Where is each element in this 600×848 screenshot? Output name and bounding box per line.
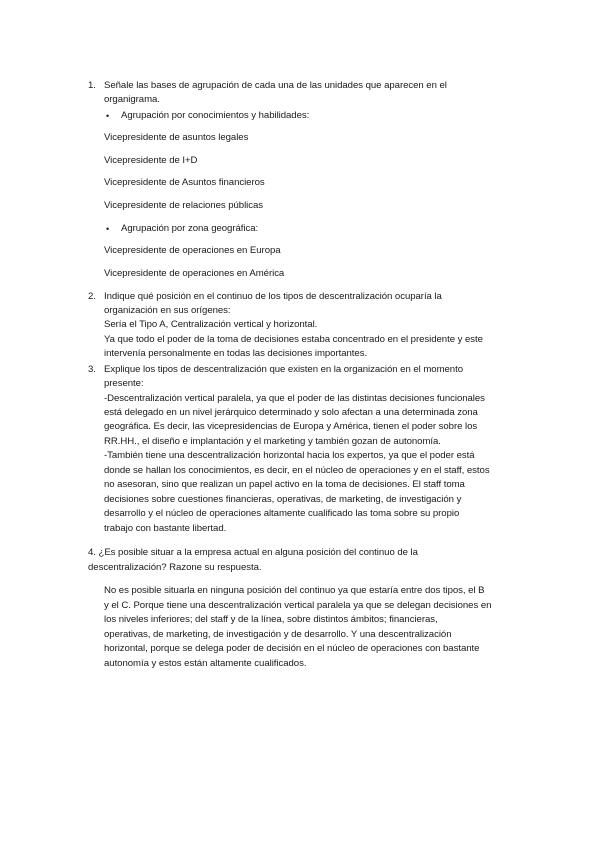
q4-answer-line-5: horizontal, porque se delega poder de decisión en el núcleo de operaciones con bastante xyxy=(104,643,480,654)
bullet-icon: • xyxy=(106,111,110,121)
q1-number: 1. xyxy=(88,80,96,91)
q1-group1-item-1: Vicepresidente de asuntos legales xyxy=(104,132,249,143)
q2-line-3: Sería el Tipo A, Centralización vertical y horizontal. xyxy=(104,319,318,330)
q4-answer-line-6: autonomía y estos están altamente cualificados. xyxy=(104,658,307,669)
q1-line-1: Señale las bases de agrupación de cada una de las unidades que aparecen en el xyxy=(104,80,447,91)
q2-number: 2. xyxy=(88,291,96,302)
q1-group2-title: Agrupación por zona geográfica: xyxy=(121,223,259,234)
q4-question-line-2: descentralización? Razone su respuesta. xyxy=(88,562,262,573)
q4-answer-line-3: los niveles inferiores; del staff y de la línea, sobre distintos ámbitos; financieras, xyxy=(104,614,438,625)
q1-group2-item-1: Vicepresidente de operaciones en Europa xyxy=(104,245,281,256)
q3-line-4: está delegado en un nivel jerárquico determinado y solo afectan a una determinada zona xyxy=(104,407,478,418)
q1-group1-item-3: Vicepresidente de Asuntos financieros xyxy=(104,177,265,188)
q3-line-9: no asesoran, sino que realizan un papel activo en la toma de decisiones. El staff toma xyxy=(104,479,465,490)
q4-answer-line-4: operativas, de marketing, de investigación y de desarrollo. Y una descentralización xyxy=(104,629,452,640)
q1-group1-title: Agrupación por conocimientos y habilidades: xyxy=(121,110,310,121)
q3-line-12: trabajo con bastante libertad. xyxy=(104,523,227,534)
q2-line-5: intervenía personalmente en todas las decisiones importantes. xyxy=(104,348,368,359)
q2-line-4: Ya que todo el poder de la toma de decisiones estaba concentrado en el presidente y este xyxy=(104,334,483,345)
q4-question-line-1: 4. ¿Es posible situar a la empresa actual en alguna posición del continuo de la xyxy=(88,547,418,558)
q1-group1-item-2: Vicepresidente de I+D xyxy=(104,155,198,166)
q3-line-7: -También tiene una descentralización horizontal hacia los expertos, ya que el poder está xyxy=(104,450,475,461)
q2-line-1: Indique qué posición en el continuo de los tipos de descentralización ocuparía la xyxy=(104,291,442,302)
q3-line-2: presente: xyxy=(104,378,144,389)
q1-line-2: organigrama. xyxy=(104,94,160,105)
q1-group2-item-2: Vicepresidente de operaciones en América xyxy=(104,268,285,279)
q3-line-8: donde se hallan los conocimientos, es decir, en el núcleo de operaciones y en el staff, estos xyxy=(104,465,490,476)
q3-number: 3. xyxy=(88,364,96,375)
q3-line-6: RR.HH., el diseño e implantación y el marketing y también gozan de autonomía. xyxy=(104,436,441,447)
q3-line-5: geográfica. Es decir, las vicepresidencias de Europa y América, tienen el poder sobre los xyxy=(104,421,478,432)
q3-line-3: -Descentralización vertical paralela, ya que el poder de las distintas decisiones funcionales xyxy=(104,393,485,404)
q1-group1-item-4: Vicepresidente de relaciones públicas xyxy=(104,200,264,211)
q2-line-2: organización en sus orígenes: xyxy=(104,305,231,316)
q3-line-10: decisiones sobre cuestiones financieras, operativas, de marketing, de investigación y xyxy=(104,494,462,505)
bullet-icon: • xyxy=(106,224,110,234)
q4-answer-line-1: No es posible situarla en ninguna posición del continuo ya que estaría entre dos tipos, el B xyxy=(104,585,485,596)
q3-line-11: desarrollo y el núcleo de operaciones altamente cualificado las toma sobre su propio xyxy=(104,508,460,519)
q3-line-1: Explique los tipos de descentralización que existen en la organización en el momento xyxy=(104,364,463,375)
q4-answer-line-2: y el C. Porque tiene una descentralización vertical paralela ya que se delegan decisiones en xyxy=(104,600,492,611)
